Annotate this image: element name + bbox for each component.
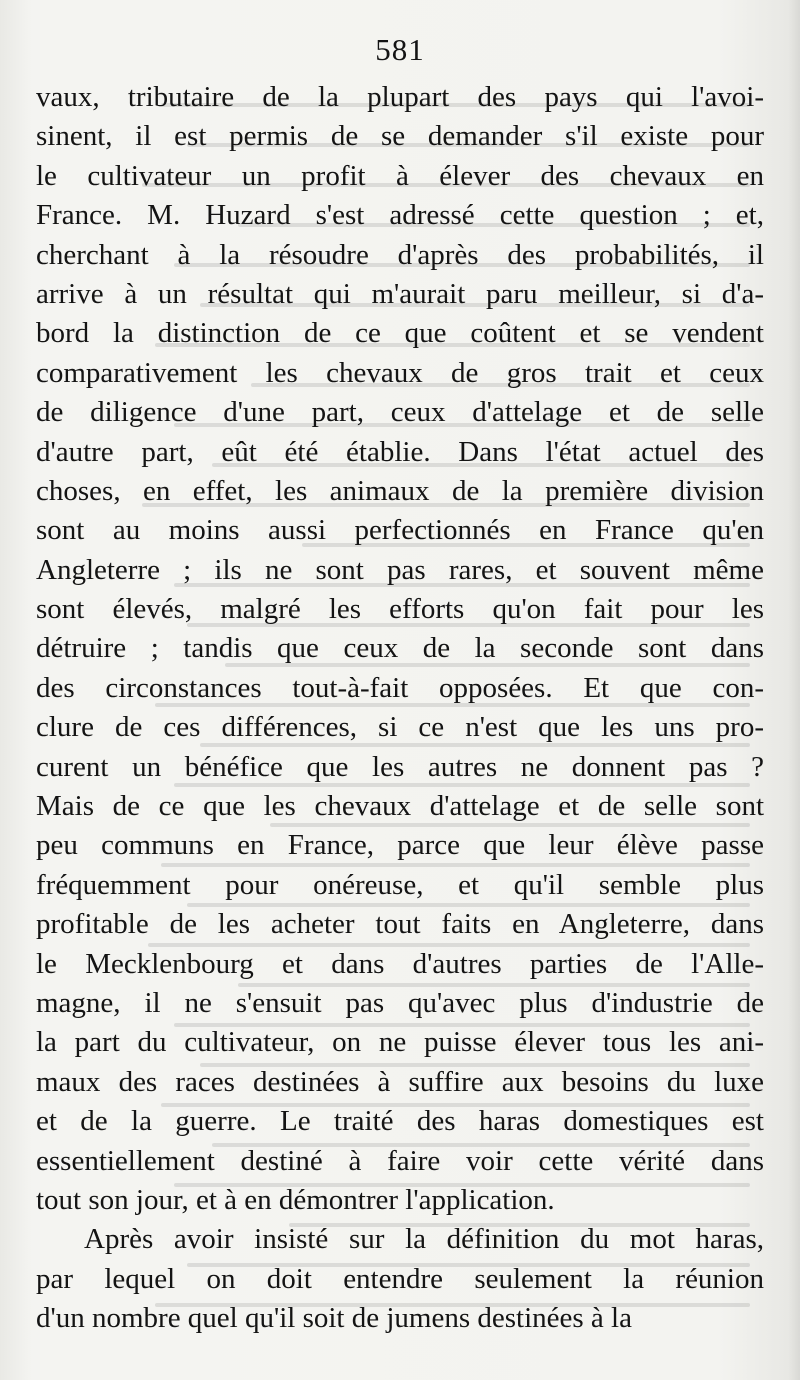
text-line: Angleterre ; ils ne sont pas rares, et souvent même [36,553,764,586]
text-line: choses, en effet, les animaux de la première division [36,474,764,507]
text-line: détruire ; tandis que ceux de la seconde sont dans [36,632,764,665]
text-line: France. M. Huzard s'est adressé cette question ; et, [36,199,764,232]
text-line: cherchant à la résoudre d'après des probabilités, il [36,238,764,271]
text-line: magne, il ne s'ensuit pas qu'avec plus d'industrie de [36,986,764,1019]
page-number: 581 [375,32,425,67]
text-line: peu communs en France, parce que leur élève passe [36,829,764,862]
text-line: fréquemment pour onéreuse, et qu'il semble plus [36,868,764,901]
text-line: vaux, tributaire de la plupart des pays qui l'avoi- [36,81,764,113]
body-text [36,78,764,1339]
text-line: d'un nombre quel qu'il soit de jumens destinées à la [36,1302,632,1335]
text-line: le cultivateur un profit à élever des chevaux en [36,159,764,192]
text-line: curent un bénéfice que les autres ne donnent pas ? [36,750,764,783]
text-line: sinent, il est permis de se demander s'il existe pour [36,120,764,153]
scan-edge-shadow [788,0,800,1380]
text-line: par lequel on doit entendre seulement la réunion [36,1262,764,1295]
paragraph-1 [36,78,764,1220]
paragraph-2 [36,1220,764,1338]
text-line: maux des races destinées à suffire aux besoins du luxe [36,1065,764,1098]
text-line: des circonstances tout-à-fait opposées. Et que con- [36,671,764,704]
text-line: et de la guerre. Le traité des haras domestiques est [36,1105,764,1138]
text-line: clure de ces différences, si ce n'est que les uns pro- [36,711,764,744]
text-line: essentiellement destiné à faire voir cette vérité dans [36,1144,764,1177]
text-line: d'autre part, eût été établie. Dans l'état actuel des [36,435,764,468]
text-line: le Mecklenbourg et dans d'autres parties de l'Alle- [36,947,764,980]
text-line: sont élevés, malgré les efforts qu'on fait pour les [36,593,764,626]
text-line: arrive à un résultat qui m'aurait paru meilleur, si d'a- [36,277,764,310]
text-line: tout son jour, et à en démontrer l'application. [36,1183,555,1216]
text-line: sont au moins aussi perfectionnés en France qu'en [36,514,764,547]
text-line: profitable de les acheter tout faits en Angleterre, dans [36,908,764,941]
text-line: bord la distinction de ce que coûtent et se vendent [36,317,764,350]
text-line: comparativement les chevaux de gros trait et ceux [36,356,764,389]
text-line: de diligence d'une part, ceux d'attelage et de selle [36,396,764,429]
text-line: Mais de ce que les chevaux d'attelage et de selle sont [36,790,764,823]
text-line: Après avoir insisté sur la définition du mot haras, [84,1223,764,1256]
text-line: la part du cultivateur, on ne puisse élever tous les ani- [36,1026,764,1059]
